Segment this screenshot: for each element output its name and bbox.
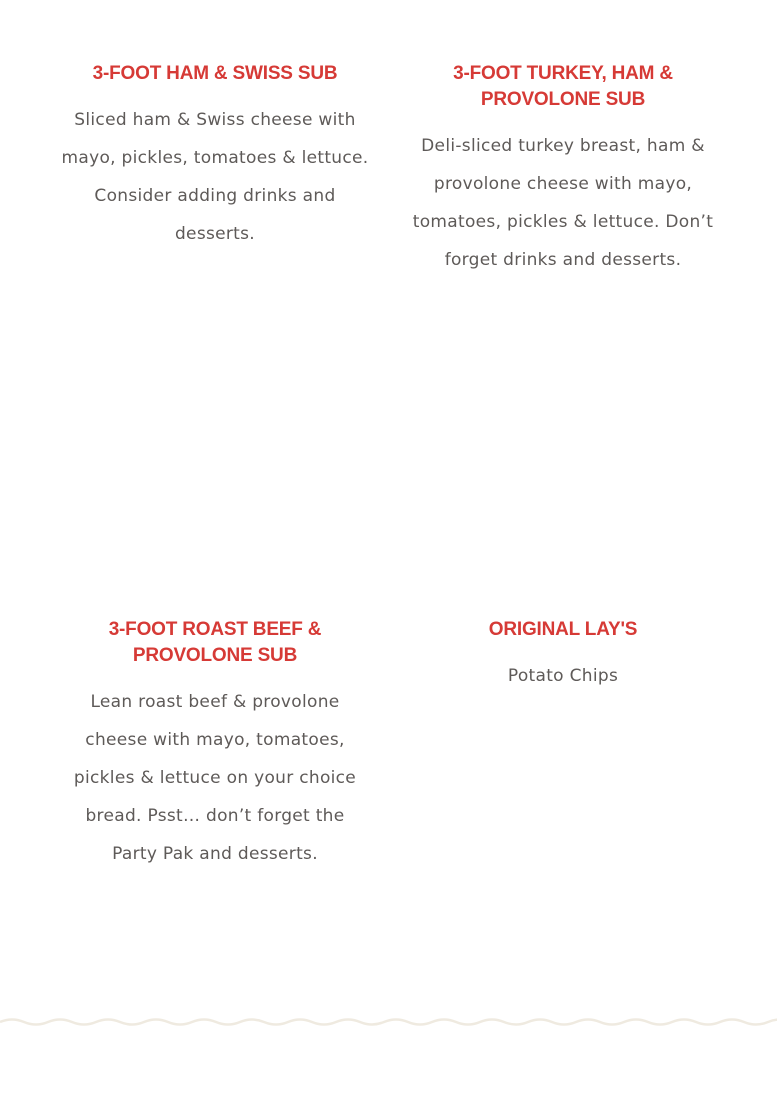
menu-item-roast-beef-provolone bbox=[66, 617, 364, 873]
menu-item-title: ORIGINAL LAY'S bbox=[488, 619, 638, 640]
menu-item-description: Lean roast beef & provolone cheese with mayo, tomatoes, pickles & lettuce on your choice bread. Psst… don’t forget the Party Pak and desserts. bbox=[73, 692, 357, 864]
menu-item-ham-swiss bbox=[60, 61, 370, 253]
menu-item-title: 3-FOOT ROAST BEEF & PROVOLONE SUB bbox=[108, 619, 322, 666]
menu-item-title: 3-FOOT TURKEY, HAM & PROVOLONE SUB bbox=[453, 63, 673, 110]
menu-item-title: 3-FOOT HAM & SWISS SUB bbox=[92, 63, 338, 84]
wavy-divider bbox=[0, 1010, 777, 1034]
menu-item-description: Deli-sliced turkey breast, ham & provolone cheese with mayo, tomatoes, pickles & lettuce. Don’t forget drinks and desserts. bbox=[412, 136, 714, 270]
menu-item-description: Sliced ham & Swiss cheese with mayo, pickles, tomatoes & lettuce. Consider adding drinks and desserts. bbox=[61, 110, 369, 244]
menu-item-description: Potato Chips bbox=[507, 666, 619, 686]
menu-item-turkey-ham-provolone bbox=[410, 61, 716, 279]
menu-item-original-lays bbox=[410, 617, 716, 695]
wavy-divider-line bbox=[0, 1020, 777, 1025]
